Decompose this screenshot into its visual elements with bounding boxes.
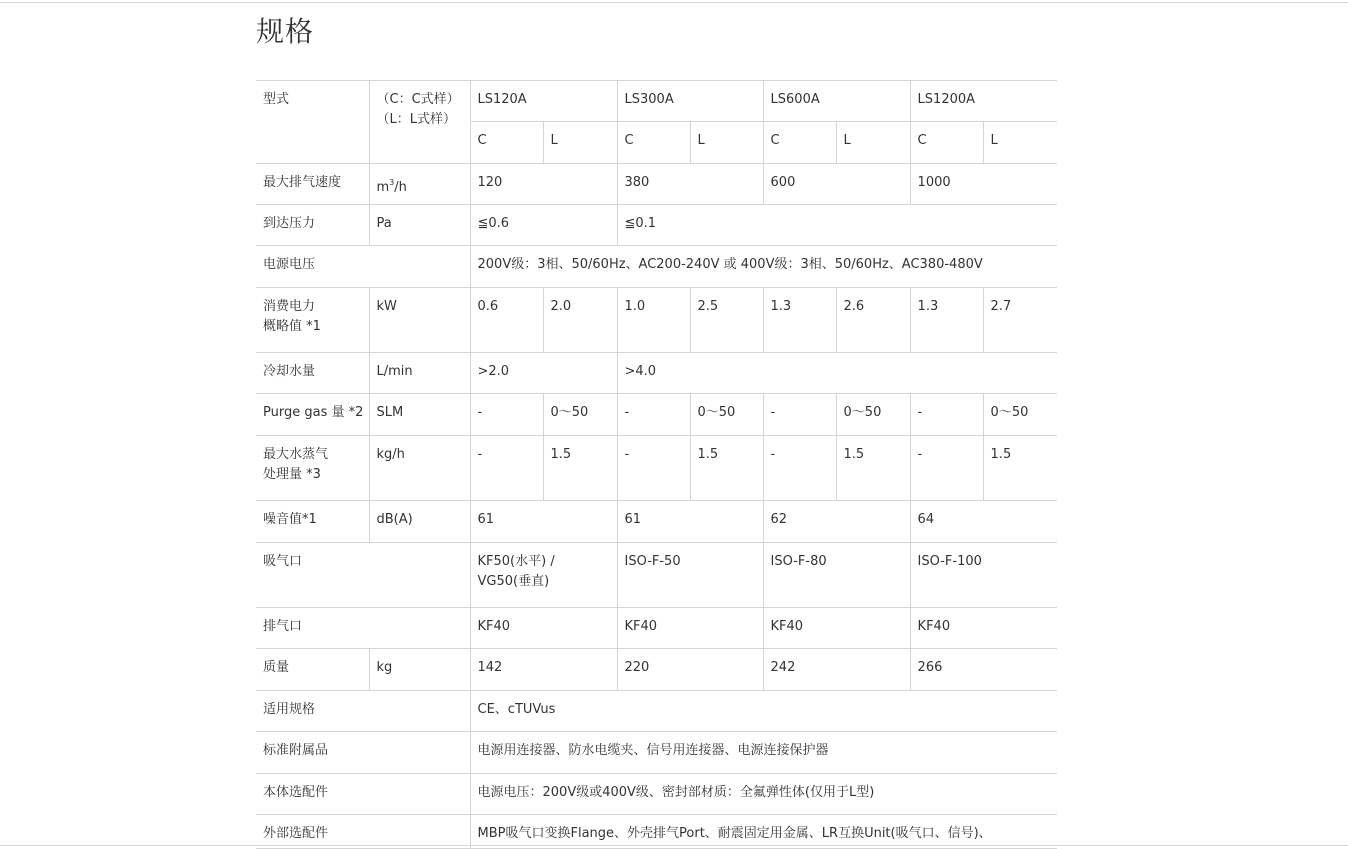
model-variant-note [369,81,470,164]
value-cell: 2.7 [983,288,1057,353]
value-cell: 380 [617,164,763,205]
row-label: 排气口 [256,608,470,649]
value-cell: 64 [910,501,1057,543]
row-label: 标准附属品 [256,732,470,774]
value-cell: 0～50 [543,394,617,436]
variant-l: L [543,122,617,164]
value-cell: - [763,436,836,501]
variant-l: L [983,122,1057,164]
table-row-ultimate-pressure [256,205,1057,246]
value-cell: 1.0 [617,288,690,353]
value-cell: 1.5 [543,436,617,501]
value-cell: - [910,436,983,501]
table-row-max-exhaust [256,164,1057,205]
table-row-noise [256,501,1057,543]
value-cell: 电源用连接器、防水电缆夹、信号用连接器、电源连接保护器 [470,732,1057,774]
unit-cell [369,164,470,205]
value-cell: - [470,394,543,436]
row-label: 质量 [256,649,369,691]
model-name: LS120A [470,81,617,122]
value-cell: >4.0 [617,353,1057,394]
value-cell: - [470,436,543,501]
value-cell: 1000 [910,164,1057,205]
value-cell: ISO-F-80 [763,543,910,608]
value-cell: 1.5 [983,436,1057,501]
model-name: LS600A [763,81,910,122]
table-row-exhaust-port [256,608,1057,649]
table-row-purge-gas [256,394,1057,436]
unit-cell: dB(A) [369,501,470,543]
value-cell: ≦0.6 [470,205,617,246]
value-cell: 1.3 [763,288,836,353]
value-cell: 2.6 [836,288,910,353]
unit-cell: L/min [369,353,470,394]
value-cell: 1.5 [836,436,910,501]
unit-cell: Pa [369,205,470,246]
value-cell: MBP吸气口变换Flange、外壳排气Port、耐震固定用金属、LR互换Unit(吸气口、信号)、 [470,815,1057,849]
row-label: 本体选配件 [256,774,470,815]
variant-c: C [470,122,543,164]
value-cell: 61 [470,501,617,543]
variant-c: C [617,122,690,164]
table-row-standards [256,691,1057,732]
value-cell: 0～50 [983,394,1057,436]
row-label-line: 处理量 *3 [263,467,321,482]
table-row-power [256,288,1057,353]
value-cell: 242 [763,649,910,691]
row-label: 噪音值*1 [256,501,369,543]
table-row-body-options [256,774,1057,815]
unit-cell: kg/h [369,436,470,501]
value-cell: 1.5 [690,436,763,501]
row-label: 吸气口 [256,543,470,608]
table-row-max-steam [256,436,1057,501]
model-name: LS300A [617,81,763,122]
value-line: VG50(垂直) [477,574,550,589]
row-label: 外部选配件 [256,815,470,849]
unit-cell: kW [369,288,470,353]
value-cell: ISO-F-50 [617,543,763,608]
row-label [256,436,369,501]
variant-c: C [763,122,836,164]
table-row-intake [256,543,1057,608]
table-row-external-options [256,815,1057,849]
top-divider [0,2,1348,3]
value-cell: 61 [617,501,763,543]
value-cell: KF40 [910,608,1057,649]
value-cell: CE、cTUVus [470,691,1057,732]
value-cell: - [910,394,983,436]
value-cell: KF40 [763,608,910,649]
value-cell: ≦0.1 [617,205,1057,246]
page-title: 规格 [256,15,315,48]
value-cell: 120 [470,164,617,205]
unit-superscript: 3 [389,178,395,187]
value-cell: - [763,394,836,436]
variant-l: L [836,122,910,164]
value-cell: KF40 [470,608,617,649]
row-label: 适用规格 [256,691,470,732]
row-label-line: 最大水蒸气 [263,447,329,462]
unit-cell: SLM [369,394,470,436]
unit-prefix: m [376,180,390,195]
value-cell [470,543,617,608]
value-cell: 2.0 [543,288,617,353]
row-label-line: 消费电力 [263,299,316,314]
table-row-cooling-water [256,353,1057,394]
unit-suffix: /h [394,180,407,195]
row-label: 最大排气速度 [256,164,369,205]
value-cell: 2.5 [690,288,763,353]
table-row-supply-voltage [256,246,1057,288]
variant-c: C [910,122,983,164]
row-label-line: 概略值 *1 [263,319,321,334]
row-label: 冷却水量 [256,353,369,394]
spec-table [256,80,1057,849]
row-label: Purge gas 量 *2 [256,394,369,436]
value-cell: ISO-F-100 [910,543,1057,608]
value-cell: 0～50 [690,394,763,436]
variant-note-l: （L：L式样） [376,112,456,127]
value-cell: >2.0 [470,353,617,394]
value-cell: - [617,394,690,436]
bottom-divider [0,845,1348,846]
table-row-std-accessories [256,732,1057,774]
value-cell: 142 [470,649,617,691]
value-line: KF50(水平) / [477,554,555,569]
value-cell: 62 [763,501,910,543]
row-label: 电源电压 [256,246,470,288]
value-cell: - [617,436,690,501]
unit-cell: kg [369,649,470,691]
value-cell: 220 [617,649,763,691]
value-cell: 电源电压：200V级或400V级、密封部材质：全氟弹性体(仅用于L型) [470,774,1057,815]
row-label: 到达压力 [256,205,369,246]
value-cell: KF40 [617,608,763,649]
value-cell: 600 [763,164,910,205]
table-row-model [256,81,1057,122]
model-name: LS1200A [910,81,1057,122]
value-cell: 0.6 [470,288,543,353]
value-cell: 266 [910,649,1057,691]
value-cell: 200V级：3相、50/60Hz、AC200-240V 或 400V级：3相、50/60Hz、AC380-480V [470,246,1057,288]
value-cell: 0～50 [836,394,910,436]
variant-note-c: （C：C式样） [376,92,460,107]
row-label [256,288,369,353]
value-cell: 1.3 [910,288,983,353]
variant-l: L [690,122,763,164]
row-label-model: 型式 [256,81,369,164]
table-row-mass [256,649,1057,691]
